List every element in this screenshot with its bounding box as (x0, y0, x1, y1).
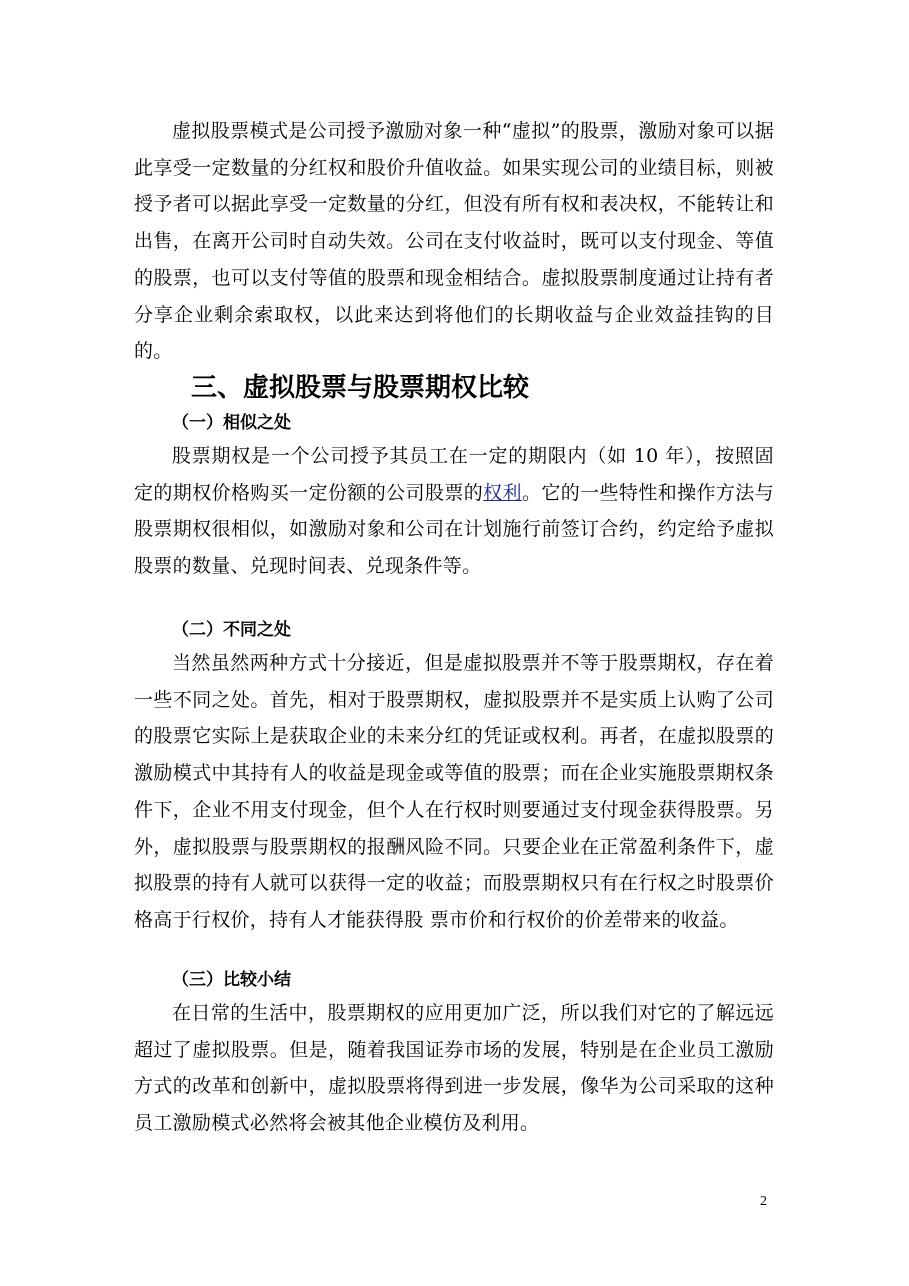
similarities-text-start: 股票期权是一个公司授予其员工在一定的期限内（如 10 年），按照固定的期权价格购买一定份额的公司股票的 (134, 445, 774, 504)
similarities-paragraph (134, 438, 774, 585)
intro-paragraph: 虚拟股票模式是公司授予激励对象一种“虚拟”的股票，激励对象可以据此享受一定数量的分红权和股价升值收益。如果实现公司的业绩目标，则被授予者可以据此享受一定数量的分红，但没有所有权和表决权，不能转让和出售，在离开公司时自动失效。公司在支付收益时，既可以支付现金、等值的股票，也可以支付等值的股票和现金相结合。虚拟股票制度通过让持有者分享企业剩余索取权，以此来达到将他们的长期收益与企业效益挂钩的目的。 (134, 120, 774, 363)
summary-paragraph: 在日常的生活中，股票期权的应用更加广泛，所以我们对它的了解远远超过了虚拟股票。但是，随着我国证券市场的发展，特别是在企业员工激励方式的改革和创新中，虚拟股票将得到进一步发展，像华为公司采取的这种员工激励模式必然将会被其他企业模仿及利用。 (134, 1002, 774, 1135)
subsection-heading-similarities: （一）相似之处 (172, 413, 291, 433)
subsection-heading-differences: （二）不同之处 (172, 620, 291, 640)
differences-paragraph: 当然虽然两种方式十分接近，但是虚拟股票并不等于股票期权，存在着一些不同之处。首先，相对于股票期权，虚拟股票并不是实质上认购了公司的股票它实际上是获取企业的未来分红的凭证或权利。再者，在虚拟股票的激励模式中其持有人的收益是现金或等值的股票；而在企业实施股票期权条件下，企业不用支付现金，但个人在行权时则要通过支付现金获得股票。另外，虚拟股票与股票期权的报酬风险不同。只要企业在正常盈利条件下，虚拟股票的持有人就可以获得一定的收益；而股票期权只有在行权之时股票价格高于行权价，持有人才能获得股 票市价和行权价的价差带来的收益。 (134, 652, 774, 931)
subsection-heading-summary: （三）比较小结 (172, 970, 291, 990)
similarities-text-end: 。它的一些特性和操作方法与股票期权很相似，如激励对象和公司在计划施行前签订合约，约定给予虚拟股票的数量、兑现时间表、兑现条件等。 (134, 481, 774, 578)
section-heading: 三、虚拟股票与股票期权比较 (191, 373, 530, 403)
page-number: 2 (760, 1194, 767, 1209)
rights-link[interactable]: 权利 (483, 481, 522, 504)
